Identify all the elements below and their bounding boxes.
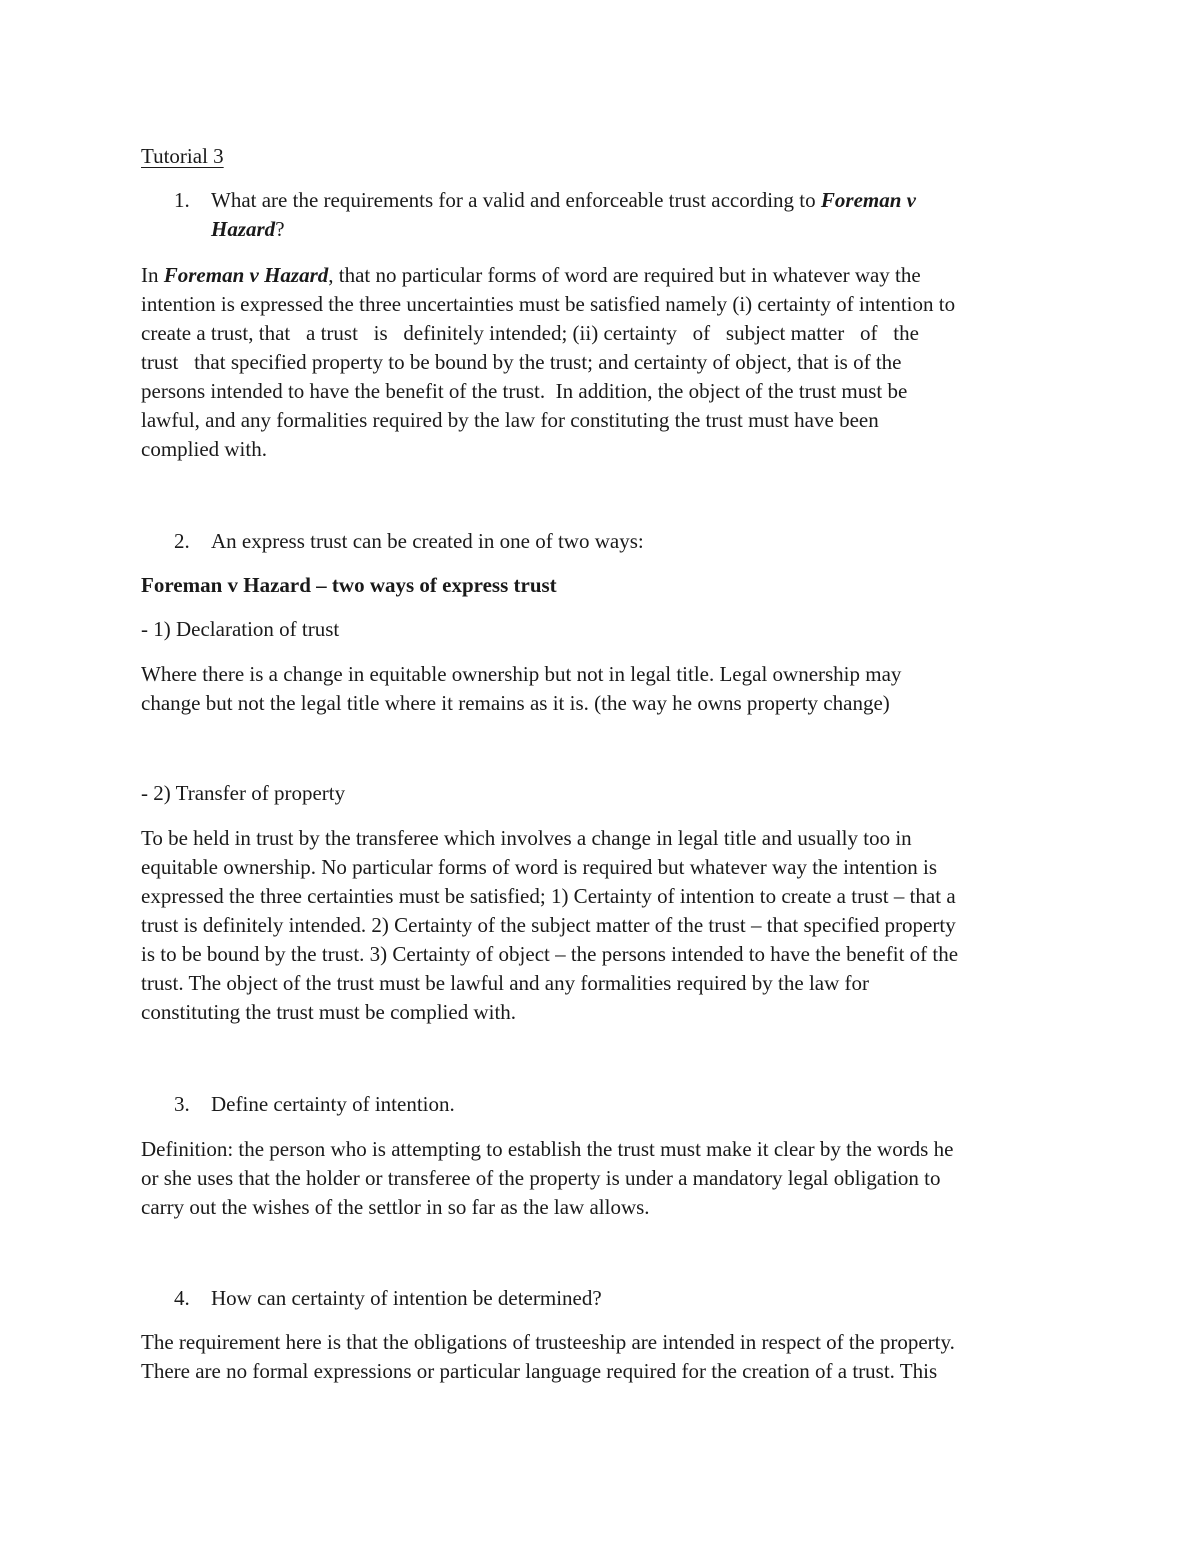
question-3-text: Define certainty of intention. — [211, 1092, 455, 1116]
question-1-line-2 — [211, 215, 285, 244]
answer-1-prefix: In — [141, 263, 164, 287]
answer-1-line-5: persons intended to have the benefit of the trust. In addition, the object of the trust must be — [141, 379, 908, 403]
answer-3-line-1: Definition: the person who is attempting to establish the trust must make it clear by the words he — [141, 1137, 954, 1161]
way-2-label: - 2) Transfer of property — [141, 781, 346, 805]
case-name: Foreman v Hazard — [163, 263, 329, 287]
case-name: Hazard — [211, 217, 276, 241]
answer-1-line-4: trust that specified property to be bound by the trust; and certainty of object, that is of the — [141, 350, 902, 374]
section-heading: Foreman v Hazard – two ways of express trust — [141, 573, 557, 597]
question-4-text: How can certainty of intention be determined? — [211, 1286, 602, 1310]
question-1-number: 1. — [174, 188, 190, 212]
answer-4-line-1: The requirement here is that the obligations of trusteeship are intended in respect of the property. — [141, 1330, 955, 1354]
answer-1-line-2: intention is expressed the three uncertainties must be satisfied namely (i) certainty of intention to — [141, 292, 956, 316]
way-2-line-1: To be held in trust by the transferee which involves a change in legal title and usually too in — [141, 826, 912, 850]
answer-3-line-2: or she uses that the holder or transferee of the property is under a mandatory legal obligation to — [141, 1166, 941, 1190]
question-2-text: An express trust can be created in one of two ways: — [211, 529, 644, 553]
way-2-line-6: trust. The object of the trust must be lawful and any formalities required by the law for — [141, 971, 869, 995]
question-1-end: ? — [275, 217, 285, 241]
answer-3-line-3: carry out the wishes of the settlor in so far as the law allows. — [141, 1195, 650, 1219]
way-2-line-3: expressed the three certainties must be satisfied; 1) Certainty of intention to create a trust – that a — [141, 884, 956, 908]
document-title: Tutorial 3 — [141, 144, 224, 168]
way-2-line-2: equitable ownership. No particular forms of word is required but whatever way the intention is — [141, 855, 938, 879]
question-1-text: What are the requirements for a valid and enforceable trust according to — [211, 188, 821, 212]
answer-4-line-2: There are no formal expressions or particular language required for the creation of a trust. This — [141, 1359, 938, 1383]
question-1-line-1 — [211, 186, 916, 215]
way-2-line-7: constituting the trust must be complied with. — [141, 1000, 517, 1024]
way-1-label: - 1) Declaration of trust — [141, 617, 340, 641]
answer-1-line-7: complied with. — [141, 437, 267, 461]
question-2-number: 2. — [174, 529, 190, 553]
way-1-line-1: Where there is a change in equitable ownership but not in legal title. Legal ownership may — [141, 662, 902, 686]
way-1-line-2: change but not the legal title where it remains as it is. (the way he owns property change) — [141, 691, 890, 715]
question-4-number: 4. — [174, 1286, 190, 1310]
answer-1-line-1 — [141, 261, 921, 290]
way-2-line-5: is to be bound by the trust. 3) Certainty of object – the persons intended to have the benefit of the — [141, 942, 959, 966]
answer-1-text: , that no particular forms of word are required but in whatever way the — [328, 263, 921, 287]
way-2-line-4: trust is definitely intended. 2) Certainty of the subject matter of the trust – that specified property — [141, 913, 956, 937]
answer-1-line-6: lawful, and any formalities required by the law for constituting the trust must have been — [141, 408, 879, 432]
case-name: Foreman v — [820, 188, 916, 212]
answer-1-line-3: create a trust, that a trust is definitely intended; (ii) certainty of subject matter of the — [141, 321, 919, 345]
question-3-number: 3. — [174, 1092, 190, 1116]
